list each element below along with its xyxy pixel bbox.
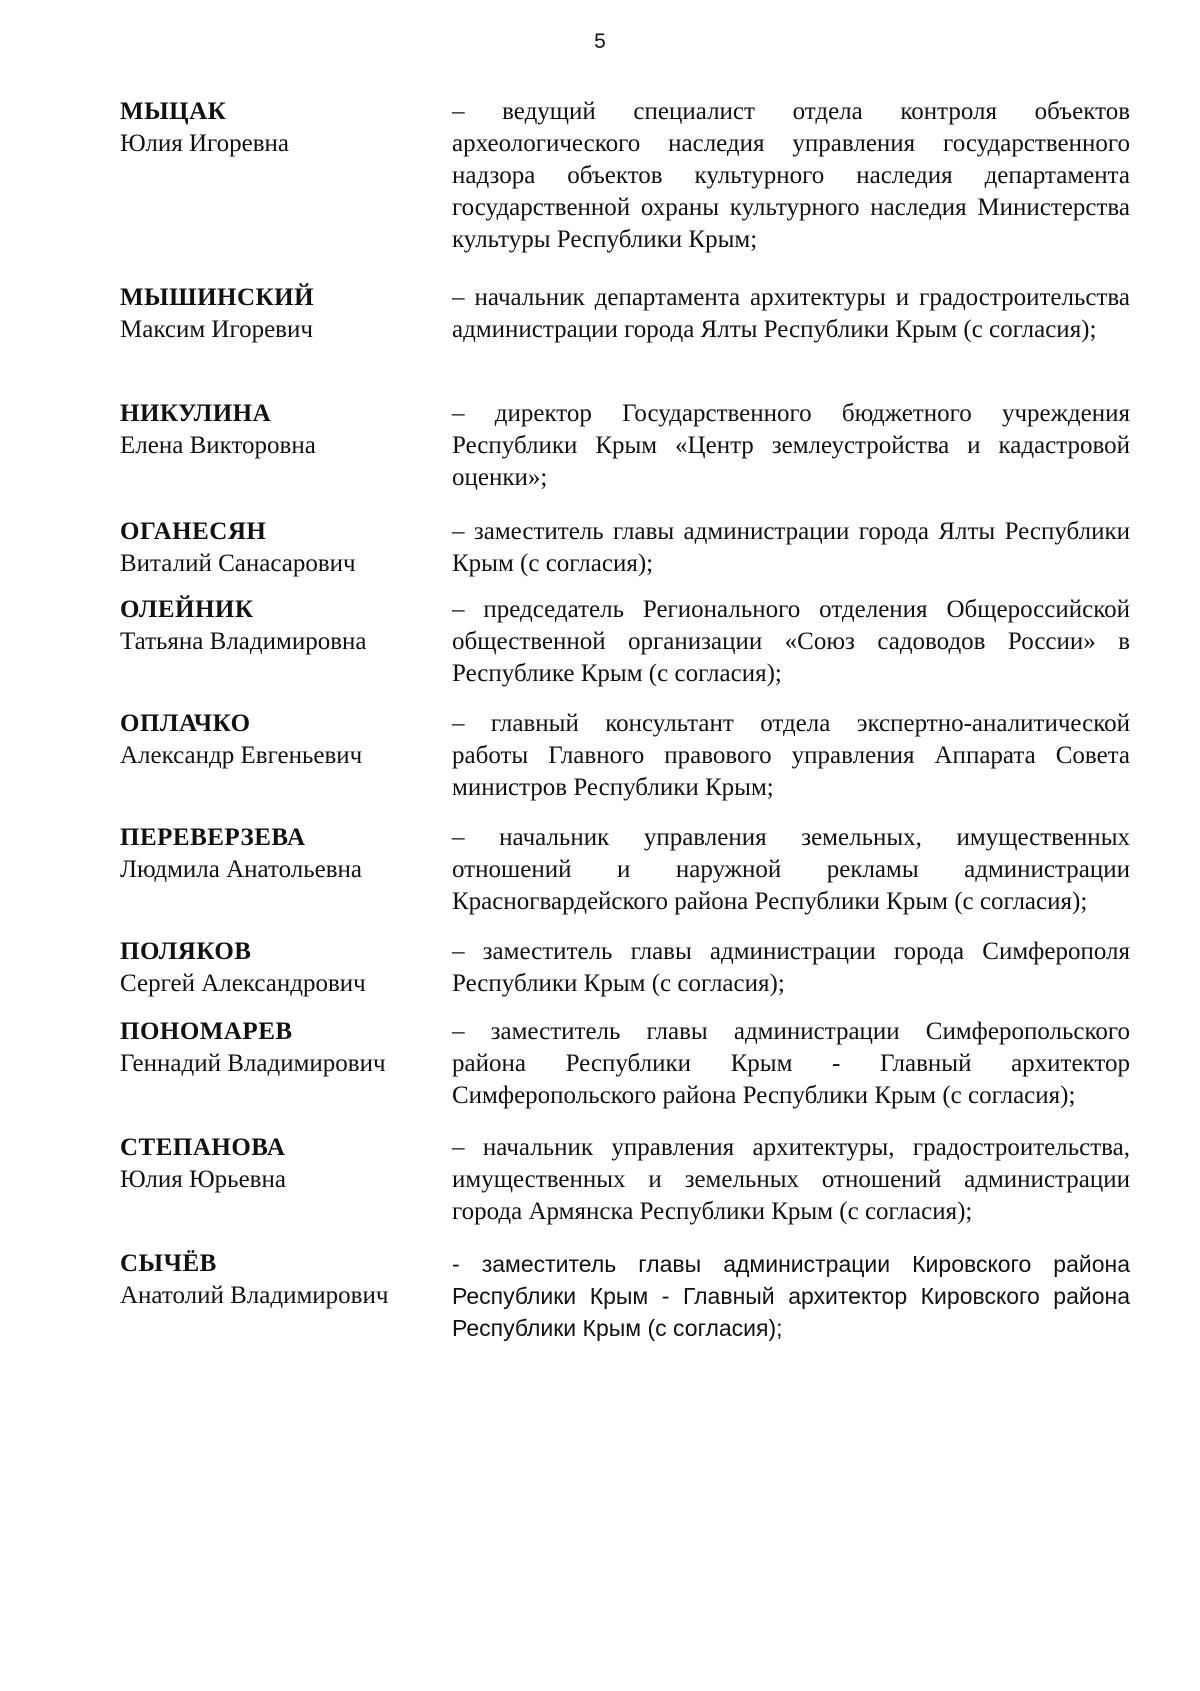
member-given-name: Юлия Игоревна	[120, 130, 290, 157]
member-person	[120, 282, 452, 346]
member-role: – директор Государственного бюджетного учреждения Республики Крым «Центр землеустройства и кадастровой оценки»;	[452, 400, 1130, 491]
member-entry	[120, 1132, 1130, 1228]
member-surname: ОГАНЕСЯН	[120, 518, 267, 545]
member-person	[120, 936, 452, 1000]
member-person	[120, 1016, 452, 1080]
member-given-name: Виталий Санасарович	[120, 550, 356, 577]
member-entry	[120, 822, 1130, 918]
member-entry	[120, 708, 1130, 804]
member-role: – заместитель главы администрации города Симферополя Республики Крым (с согласия);	[452, 938, 1130, 997]
member-given-name: Елена Викторовна	[120, 432, 316, 459]
member-surname: ПЕРЕВЕРЗЕВА	[120, 824, 306, 851]
member-entry	[120, 516, 1130, 580]
member-surname: СЫЧЁВ	[120, 1250, 217, 1277]
member-surname: ПОЛЯКОВ	[120, 938, 252, 965]
member-person	[120, 822, 452, 886]
member-given-name: Анатолий Владимирович	[120, 1282, 389, 1309]
member-role: – заместитель главы администрации города Ялты Республики Крым (с согласия);	[452, 518, 1130, 577]
member-entry	[120, 282, 1130, 346]
member-role: – заместитель главы администрации Симферопольского района Республики Крым - Главный архитектор Симферопольского района Республики Крым (с согласия);	[452, 1018, 1130, 1109]
member-role: – начальник управления архитектуры, градостроительства, имущественных и земельных отношений администрации города Армянска Республики Крым (с согласия);	[452, 1134, 1130, 1225]
member-surname: ОЛЕЙНИК	[120, 596, 254, 623]
member-list	[120, 96, 1130, 1344]
member-given-name: Людмила Анатольевна	[120, 856, 363, 883]
member-given-name: Татьяна Владимировна	[120, 628, 367, 655]
member-person	[120, 708, 452, 772]
member-given-name: Сергей Александрович	[120, 970, 366, 997]
member-person	[120, 594, 452, 658]
member-role: - заместитель главы администрации Кировского района Республики Крым - Главный архитектор Кировского района Республики Крым (с согласия);	[452, 1251, 1130, 1341]
member-surname: СТЕПАНОВА	[120, 1134, 286, 1161]
member-entry	[120, 96, 1130, 256]
page-number: 5	[594, 30, 606, 53]
member-surname: ОПЛАЧКО	[120, 710, 251, 737]
member-person	[120, 1248, 452, 1312]
member-role: – начальник управления земельных, имущественных отношений и наружной рекламы администрации Красногвардейского района Республики Крым (с согласия);	[452, 824, 1130, 915]
member-surname: МЫШИНСКИЙ	[120, 284, 315, 311]
member-given-name: Александр Евгеньевич	[120, 742, 363, 769]
member-given-name: Максим Игоревич	[120, 316, 313, 343]
member-person	[120, 96, 452, 160]
member-person	[120, 516, 452, 580]
member-role: – начальник департамента архитектуры и градостроительства администрации города Ялты Республики Крым (с согласия);	[452, 284, 1130, 343]
member-given-name: Геннадий Владимирович	[120, 1050, 386, 1077]
member-person	[120, 398, 452, 462]
member-role: – главный консультант отдела экспертно-аналитической работы Главного правового управления Аппарата Совета министров Республики Крым;	[452, 710, 1130, 801]
member-entry	[120, 594, 1130, 690]
member-person	[120, 1132, 452, 1196]
member-given-name: Юлия Юрьевна	[120, 1166, 286, 1193]
member-surname: МЫЦАК	[120, 98, 227, 125]
member-role: – председатель Регионального отделения Общероссийской общественной организации «Союз садоводов России» в Республике Крым (с согласия);	[452, 596, 1130, 687]
member-surname: ПОНОМАРЕВ	[120, 1018, 293, 1045]
member-surname: НИКУЛИНА	[120, 400, 272, 427]
member-entry	[120, 398, 1130, 494]
member-entry	[120, 936, 1130, 1000]
member-entry	[120, 1248, 1130, 1344]
member-entry	[120, 1016, 1130, 1112]
member-role: – ведущий специалист отдела контроля объектов археологического наследия управления государственного надзора объектов культурного наследия департамента государственной охраны культурного наследия Министерства культуры Республики Крым;	[452, 98, 1130, 253]
